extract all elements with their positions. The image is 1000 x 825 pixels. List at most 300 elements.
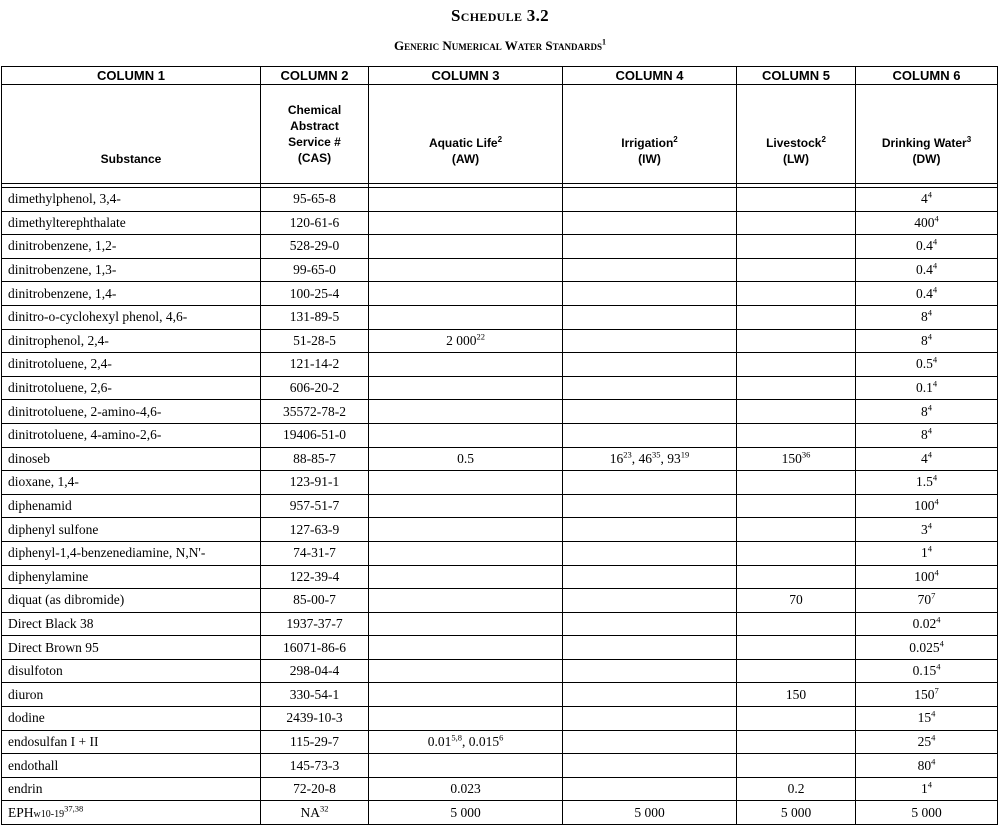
livestock-cell bbox=[737, 730, 856, 754]
table-subtitle bbox=[0, 38, 1000, 54]
livestock-cell bbox=[737, 447, 856, 471]
cas-number: 74-31-7 bbox=[293, 545, 336, 561]
cas-footnote: 32 bbox=[320, 803, 329, 814]
irrigation-cell bbox=[563, 353, 737, 377]
dw-footnote: 4 bbox=[932, 260, 938, 271]
dw-value: 70 bbox=[917, 592, 932, 608]
cas-number: 95-65-8 bbox=[293, 191, 336, 207]
table-row bbox=[2, 612, 998, 636]
irrigation-header bbox=[563, 85, 737, 184]
livestock-cell bbox=[737, 754, 856, 778]
dw-header-footnote: 3 bbox=[966, 135, 972, 144]
substance-header bbox=[2, 85, 261, 184]
drinking-water-cell bbox=[856, 541, 998, 565]
substance-cell bbox=[2, 282, 261, 306]
dw-value: 1 bbox=[921, 545, 928, 561]
drinking-water-cell bbox=[856, 188, 998, 212]
cas-number: 123-91-1 bbox=[289, 474, 340, 490]
table-row bbox=[2, 494, 998, 518]
aquatic-life-cell bbox=[369, 188, 563, 212]
cas-cell bbox=[261, 329, 369, 353]
irrigation-cell bbox=[563, 589, 737, 613]
table-row bbox=[2, 754, 998, 778]
cas-number: 122-39-4 bbox=[289, 568, 340, 584]
aquatic-life-cell bbox=[369, 423, 563, 447]
substance-cell bbox=[2, 258, 261, 282]
dw-value: 1.5 bbox=[915, 474, 933, 490]
aquatic-life-cell bbox=[369, 612, 563, 636]
livestock-header bbox=[737, 85, 856, 184]
substance-name: endothall bbox=[8, 757, 59, 773]
aquatic-life-cell bbox=[369, 707, 563, 731]
aw-value: 0.5 bbox=[457, 450, 474, 466]
substance-cell bbox=[2, 329, 261, 353]
aw-footnote: 5,8 bbox=[451, 732, 462, 743]
dw-value: 0.4 bbox=[915, 238, 933, 254]
substance-name: dinoseb bbox=[8, 450, 50, 466]
drinking-water-cell bbox=[856, 235, 998, 259]
dw-footnote: 4 bbox=[936, 661, 941, 672]
drinking-water-cell bbox=[856, 683, 998, 707]
substance-name: dodine bbox=[8, 710, 45, 726]
cas-cell bbox=[261, 636, 369, 660]
cas-header bbox=[261, 85, 369, 184]
dw-footnote: 4 bbox=[932, 284, 938, 295]
dw-value: 8 bbox=[921, 309, 928, 325]
cas-number: 99-65-0 bbox=[293, 262, 336, 278]
dw-value: 5 000 bbox=[911, 804, 942, 820]
iw-value: 5 000 bbox=[634, 804, 665, 820]
drinking-water-cell bbox=[856, 329, 998, 353]
substance-name: dinitrobenzene, 1,4- bbox=[8, 285, 117, 301]
substance-name: dinitro-o-cyclohexyl phenol, 4,6- bbox=[8, 309, 188, 325]
table-row bbox=[2, 636, 998, 660]
substance-cell bbox=[2, 683, 261, 707]
table-body bbox=[2, 188, 998, 825]
dw-footnote: 4 bbox=[934, 567, 939, 578]
substance-cell bbox=[2, 565, 261, 589]
irrigation-cell bbox=[563, 376, 737, 400]
substance-cell bbox=[2, 376, 261, 400]
drinking-water-cell bbox=[856, 211, 998, 235]
dw-value: 0.15 bbox=[912, 663, 937, 679]
dw-header-line-2: (DW) bbox=[912, 152, 941, 166]
substance-name: Direct Brown 95 bbox=[8, 639, 99, 655]
subtitle-text: Generic Numerical Water Standards bbox=[394, 38, 602, 53]
substance-name: diquat (as dibromide) bbox=[8, 592, 125, 608]
aquatic-life-cell bbox=[369, 353, 563, 377]
dw-value: 8 bbox=[921, 427, 928, 443]
irrigation-cell bbox=[563, 754, 737, 778]
cas-cell bbox=[261, 612, 369, 636]
iw-header-line-1: Irrigation bbox=[621, 136, 674, 150]
substance-name: diphenyl sulfone bbox=[8, 521, 99, 537]
dw-footnote: 4 bbox=[927, 520, 932, 531]
aw-value: 0.023 bbox=[450, 781, 481, 797]
dw-value: 0.5 bbox=[915, 356, 933, 372]
cas-number: 51-28-5 bbox=[293, 332, 336, 348]
dw-value: 0.4 bbox=[915, 285, 933, 301]
dw-value: 100 bbox=[914, 568, 935, 584]
cas-number: 606-20-2 bbox=[289, 380, 340, 396]
water-standards-table bbox=[1, 66, 998, 825]
substance-cell bbox=[2, 471, 261, 495]
column-3-header: COLUMN 3 bbox=[369, 67, 563, 85]
aw-value: 5 000 bbox=[450, 804, 481, 820]
iw-header-footnote: 2 bbox=[673, 135, 678, 144]
irrigation-cell bbox=[563, 494, 737, 518]
aquatic-life-cell bbox=[369, 754, 563, 778]
dw-footnote: 7 bbox=[934, 685, 939, 696]
cas-cell bbox=[261, 777, 369, 801]
livestock-cell bbox=[737, 423, 856, 447]
aquatic-life-cell bbox=[369, 589, 563, 613]
dw-footnote: 4 bbox=[927, 402, 932, 413]
livestock-cell bbox=[737, 329, 856, 353]
lw-value: 0.2 bbox=[787, 781, 805, 797]
substance-cell bbox=[2, 353, 261, 377]
aquatic-life-cell bbox=[369, 471, 563, 495]
cas-number: 131-89-5 bbox=[289, 309, 340, 325]
cas-cell bbox=[261, 730, 369, 754]
cas-number: 1937-37-7 bbox=[286, 615, 343, 631]
dw-value: 0.025 bbox=[909, 639, 940, 655]
lw-value: 150 bbox=[785, 686, 807, 702]
cas-cell bbox=[261, 494, 369, 518]
dw-value: 400 bbox=[914, 214, 935, 230]
dw-footnote: 4 bbox=[931, 756, 936, 767]
iw-value: 16 bbox=[609, 450, 624, 466]
substance-name: dinitrophenol, 2,4- bbox=[8, 332, 109, 348]
schedule-title: Schedule 3.2 bbox=[451, 6, 549, 25]
substance-name: dinitrotoluene, 2-amino-4,6- bbox=[8, 403, 162, 419]
cas-number: 2439-10-3 bbox=[286, 710, 343, 726]
cas-cell bbox=[261, 400, 369, 424]
substance-cell bbox=[2, 541, 261, 565]
cas-number: 100-25-4 bbox=[289, 285, 340, 301]
table-row bbox=[2, 707, 998, 731]
table-row bbox=[2, 282, 998, 306]
aquatic-life-cell bbox=[369, 235, 563, 259]
livestock-cell bbox=[737, 494, 856, 518]
dw-value: 3 bbox=[921, 521, 928, 537]
column-2-header: COLUMN 2 bbox=[261, 67, 369, 85]
substance-name: diuron bbox=[8, 686, 44, 702]
dw-value: 80 bbox=[917, 757, 932, 773]
irrigation-cell bbox=[563, 423, 737, 447]
livestock-cell bbox=[737, 400, 856, 424]
dw-footnote: 4 bbox=[931, 708, 936, 719]
aw-value: 0.01 bbox=[427, 733, 452, 749]
livestock-cell bbox=[737, 565, 856, 589]
cas-header-line-1: Chemical bbox=[287, 103, 342, 117]
cas-number: NA bbox=[300, 804, 320, 820]
irrigation-cell bbox=[563, 235, 737, 259]
table-row bbox=[2, 730, 998, 754]
dw-footnote: 4 bbox=[936, 614, 941, 625]
drinking-water-cell bbox=[856, 659, 998, 683]
dw-value: 0.4 bbox=[915, 262, 933, 278]
lw-value: 150 bbox=[781, 450, 802, 466]
substance-name: dinitrotoluene, 2,4- bbox=[8, 356, 112, 372]
cas-cell bbox=[261, 683, 369, 707]
table-row bbox=[2, 305, 998, 329]
dw-footnote: 4 bbox=[927, 425, 932, 436]
dw-value: 0.1 bbox=[915, 380, 933, 396]
drinking-water-cell bbox=[856, 636, 998, 660]
iw-header-line-2: (IW) bbox=[638, 152, 661, 166]
cas-cell bbox=[261, 518, 369, 542]
column-description-row bbox=[2, 85, 998, 184]
dw-footnote: 4 bbox=[927, 307, 932, 318]
irrigation-cell bbox=[563, 659, 737, 683]
aquatic-life-cell bbox=[369, 777, 563, 801]
aw-value: 0.015 bbox=[468, 733, 500, 749]
table-row bbox=[2, 188, 998, 212]
irrigation-cell bbox=[563, 707, 737, 731]
substance-name: diphenyl-1,4-benzenediamine, N,N'- bbox=[8, 545, 206, 561]
substance-name: endrin bbox=[8, 781, 43, 797]
substance-name: EPH bbox=[8, 804, 34, 820]
substance-cell bbox=[2, 612, 261, 636]
cas-number: 957-51-7 bbox=[289, 498, 340, 514]
substance-name: dioxane, 1,4- bbox=[8, 474, 79, 490]
irrigation-cell bbox=[563, 518, 737, 542]
cas-cell bbox=[261, 659, 369, 683]
aquatic-life-cell: 0.01$^{5,8}$, 0.015$^6$ bbox=[369, 730, 563, 754]
iw-footnote: 23 bbox=[623, 449, 632, 460]
livestock-cell bbox=[737, 353, 856, 377]
irrigation-cell bbox=[563, 777, 737, 801]
cas-cell bbox=[261, 541, 369, 565]
substance-cell bbox=[2, 754, 261, 778]
cas-header-line-2: Abstract bbox=[290, 119, 339, 133]
table-row bbox=[2, 353, 998, 377]
irrigation-cell bbox=[563, 636, 737, 660]
livestock-cell bbox=[737, 659, 856, 683]
aquatic-life-cell bbox=[369, 683, 563, 707]
livestock-cell bbox=[737, 683, 856, 707]
table-row bbox=[2, 541, 998, 565]
column-6-header: COLUMN 6 bbox=[856, 67, 998, 85]
substance-name: dimethylphenol, 3,4- bbox=[8, 191, 121, 207]
cas-header-line-3: Service # bbox=[288, 135, 341, 149]
substance-name: dinitrobenzene, 1,3- bbox=[8, 262, 117, 278]
substance-name: endosulfan I + II bbox=[8, 733, 99, 749]
aquatic-life-cell bbox=[369, 494, 563, 518]
substance-name: disulfoton bbox=[8, 663, 63, 679]
irrigation-cell bbox=[563, 683, 737, 707]
aquatic-life-cell bbox=[369, 659, 563, 683]
aquatic-life-cell bbox=[369, 258, 563, 282]
substance-cell bbox=[2, 494, 261, 518]
substance-name: Direct Black 38 bbox=[8, 615, 94, 631]
cas-cell bbox=[261, 447, 369, 471]
dw-value: 0.02 bbox=[912, 615, 937, 631]
drinking-water-cell bbox=[856, 612, 998, 636]
livestock-cell bbox=[737, 258, 856, 282]
livestock-cell bbox=[737, 188, 856, 212]
irrigation-cell bbox=[563, 211, 737, 235]
aquatic-life-cell bbox=[369, 282, 563, 306]
substance-cell bbox=[2, 707, 261, 731]
livestock-cell bbox=[737, 636, 856, 660]
dw-footnote: 4 bbox=[932, 236, 938, 247]
table-row bbox=[2, 258, 998, 282]
dw-value: 4 bbox=[921, 450, 928, 466]
substance-cell bbox=[2, 730, 261, 754]
livestock-cell bbox=[737, 305, 856, 329]
dw-footnote: 4 bbox=[931, 732, 936, 743]
irrigation-cell bbox=[563, 258, 737, 282]
drinking-water-header bbox=[856, 85, 998, 184]
substance-cell bbox=[2, 400, 261, 424]
substance-name: diphenylamine bbox=[8, 568, 89, 584]
cas-cell bbox=[261, 305, 369, 329]
dw-footnote: 4 bbox=[927, 543, 932, 554]
column-number-row bbox=[2, 67, 998, 85]
substance-cell bbox=[2, 211, 261, 235]
aquatic-life-cell bbox=[369, 305, 563, 329]
drinking-water-cell bbox=[856, 447, 998, 471]
cas-number: 528-29-0 bbox=[289, 238, 340, 254]
lw-value: 70 bbox=[789, 592, 803, 608]
livestock-cell bbox=[737, 235, 856, 259]
cas-cell bbox=[261, 471, 369, 495]
aquatic-life-cell bbox=[369, 636, 563, 660]
table-row bbox=[2, 683, 998, 707]
irrigation-cell bbox=[563, 282, 737, 306]
aw-header-footnote: 2 bbox=[497, 135, 503, 144]
table-row bbox=[2, 400, 998, 424]
livestock-cell bbox=[737, 612, 856, 636]
cas-number: 19406-51-0 bbox=[283, 427, 346, 443]
substance-cell bbox=[2, 423, 261, 447]
dw-footnote: 4 bbox=[927, 331, 932, 342]
substance-name: diphenamid bbox=[8, 498, 72, 514]
aw-footnote: 6 bbox=[499, 732, 504, 743]
table-row bbox=[2, 518, 998, 542]
cas-header-line-4: (CAS) bbox=[297, 151, 332, 165]
substance-header-label: Substance bbox=[100, 152, 162, 166]
cas-number: 127-63-9 bbox=[289, 521, 340, 537]
drinking-water-cell bbox=[856, 707, 998, 731]
substance-cell bbox=[2, 447, 261, 471]
table-row bbox=[2, 447, 998, 471]
dw-footnote: 4 bbox=[932, 354, 938, 365]
irrigation-cell bbox=[563, 730, 737, 754]
cas-number: 145-73-3 bbox=[289, 757, 340, 773]
aquatic-life-header bbox=[369, 85, 563, 184]
irrigation-cell: $16^{23}$, $46^{35}$, $93^{19}$ bbox=[563, 447, 737, 471]
dw-value: 15 bbox=[917, 710, 932, 726]
dw-value: 8 bbox=[921, 332, 928, 348]
cas-number: 121-14-2 bbox=[289, 356, 340, 372]
livestock-cell bbox=[737, 211, 856, 235]
table-row bbox=[2, 376, 998, 400]
drinking-water-cell bbox=[856, 518, 998, 542]
cas-number: 72-20-8 bbox=[293, 781, 336, 797]
iw-footnote: 35 bbox=[652, 449, 661, 460]
irrigation-cell bbox=[563, 541, 737, 565]
column-4-header: COLUMN 4 bbox=[563, 67, 737, 85]
irrigation-cell bbox=[563, 400, 737, 424]
table-row bbox=[2, 235, 998, 259]
aquatic-life-cell bbox=[369, 447, 563, 471]
cas-number: 330-54-1 bbox=[289, 686, 340, 702]
drinking-water-cell bbox=[856, 730, 998, 754]
cas-number: 16071-86-6 bbox=[283, 639, 346, 655]
drinking-water-cell bbox=[856, 400, 998, 424]
irrigation-cell bbox=[563, 329, 737, 353]
aquatic-life-cell bbox=[369, 541, 563, 565]
cas-cell bbox=[261, 565, 369, 589]
drinking-water-cell bbox=[856, 565, 998, 589]
aquatic-life-cell bbox=[369, 376, 563, 400]
drinking-water-cell bbox=[856, 282, 998, 306]
drinking-water-cell bbox=[856, 353, 998, 377]
drinking-water-cell bbox=[856, 376, 998, 400]
aw-value: 2 000 bbox=[446, 332, 477, 348]
drinking-water-cell bbox=[856, 305, 998, 329]
livestock-cell bbox=[737, 589, 856, 613]
substance-cell bbox=[2, 777, 261, 801]
cas-cell bbox=[261, 235, 369, 259]
livestock-cell bbox=[737, 282, 856, 306]
table-row bbox=[2, 589, 998, 613]
livestock-cell bbox=[737, 471, 856, 495]
substance-subscript: w10-19 bbox=[33, 808, 65, 820]
aquatic-life-cell bbox=[369, 518, 563, 542]
substance-name: dinitrotoluene, 2,6- bbox=[8, 380, 112, 396]
iw-value: 93 bbox=[667, 450, 681, 466]
irrigation-cell bbox=[563, 471, 737, 495]
substance-cell bbox=[2, 305, 261, 329]
substance-footnote: 37,38 bbox=[64, 803, 84, 814]
cas-number: 88-85-7 bbox=[293, 450, 336, 466]
drinking-water-cell bbox=[856, 754, 998, 778]
cas-cell bbox=[261, 188, 369, 212]
dw-value: 4 bbox=[921, 191, 928, 207]
aw-header-line-2: (AW) bbox=[451, 152, 480, 166]
livestock-cell bbox=[737, 541, 856, 565]
dw-value: 150 bbox=[914, 686, 935, 702]
cas-number: 298-04-4 bbox=[289, 663, 340, 679]
substance-name: dinitrobenzene, 1,2- bbox=[8, 238, 117, 254]
substance-cell bbox=[2, 188, 261, 212]
cas-cell bbox=[261, 376, 369, 400]
dw-footnote: 4 bbox=[934, 496, 939, 507]
substance-cell bbox=[2, 659, 261, 683]
iw-footnote: 19 bbox=[680, 449, 690, 460]
dw-footnote: 4 bbox=[932, 472, 938, 483]
aw-header-line-1: Aquatic Life bbox=[428, 136, 498, 150]
irrigation-cell bbox=[563, 612, 737, 636]
aquatic-life-cell bbox=[369, 211, 563, 235]
drinking-water-cell bbox=[856, 777, 998, 801]
cas-cell bbox=[261, 211, 369, 235]
substance-name: dinitrotoluene, 4-amino-2,6- bbox=[8, 427, 162, 443]
table-row bbox=[2, 565, 998, 589]
cas-cell bbox=[261, 589, 369, 613]
aquatic-life-cell bbox=[369, 565, 563, 589]
table-row bbox=[2, 777, 998, 801]
iw-value: 46 bbox=[638, 450, 652, 466]
table-row bbox=[2, 329, 998, 353]
dw-footnote: 4 bbox=[934, 213, 939, 224]
drinking-water-cell bbox=[856, 471, 998, 495]
drinking-water-cell bbox=[856, 258, 998, 282]
